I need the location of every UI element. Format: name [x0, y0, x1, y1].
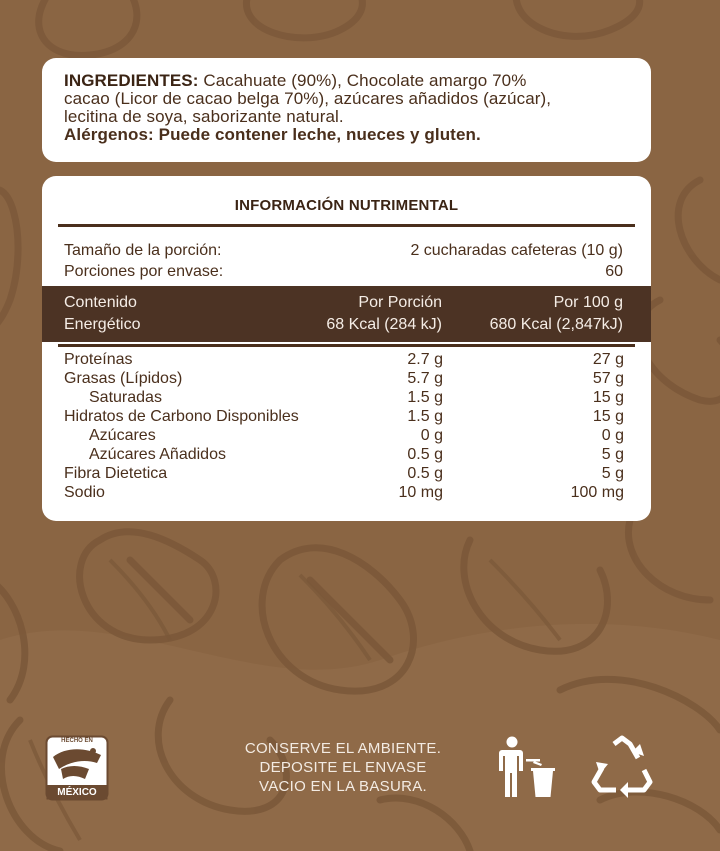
nutrition-facts-card — [42, 176, 651, 521]
ingredients-paragraph — [64, 72, 627, 126]
nutrient-per-serving: 5.7 g — [407, 370, 443, 387]
nutrient-per-serving: 2.7 g — [407, 351, 443, 368]
nutrient-per-100g: 27 g — [592, 351, 624, 368]
energy-label-line2: Energético — [64, 316, 141, 333]
logo-bottom-text: MÉXICO — [57, 787, 97, 798]
nutrient-row — [64, 464, 624, 483]
nutrient-label: Grasas (Lípidos) — [64, 370, 183, 387]
ingredients-heading: INGREDIENTES: — [64, 71, 199, 90]
allergens-text: Puede contener leche, nueces y gluten. — [158, 125, 481, 144]
nutrient-row — [64, 445, 624, 464]
nutrient-per-serving: 1.5 g — [407, 408, 443, 425]
servings-per-container-row — [64, 262, 623, 281]
energy-label-line1: Contenido — [64, 294, 137, 311]
conserve-line: CONSERVE EL AMBIENTE. — [244, 740, 442, 757]
trash-person-icon — [496, 735, 558, 799]
nutrient-row — [64, 426, 624, 445]
energy-per-100g: 680 Kcal (2,847kJ) — [489, 316, 623, 333]
serving-size-row — [64, 241, 623, 260]
energy-divider — [58, 344, 635, 347]
allergens-label: Alérgenos: — [64, 125, 154, 144]
servings-value: 60 — [605, 263, 623, 280]
serving-size-value: 2 cucharadas cafeteras (10 g) — [410, 242, 623, 259]
conserve-environment-text — [213, 739, 473, 796]
nutrient-per-100g: 100 mg — [570, 484, 624, 501]
per-serving-header: Por Porción — [358, 294, 442, 311]
servings-label: Porciones por envase: — [64, 263, 224, 280]
conserve-line: VACIO EN LA BASURA. — [259, 778, 427, 795]
nutrition-title: INFORMACIÓN NUTRIMENTAL — [234, 197, 459, 214]
nutrient-per-100g: 15 g — [592, 408, 624, 425]
conserve-line: DEPOSITE EL ENVASE — [259, 759, 427, 776]
nutrient-label: Saturadas — [89, 389, 162, 406]
nutrient-label: Hidratos de Carbono Disponibles — [64, 408, 299, 425]
nutrient-row — [64, 350, 624, 369]
nutrient-per-serving: 0 g — [420, 427, 443, 444]
nutrient-per-100g: 5 g — [601, 465, 624, 482]
serving-size-label: Tamaño de la porción: — [64, 242, 222, 259]
nutrient-label: Proteínas — [64, 351, 133, 368]
nutrient-per-serving: 0.5 g — [407, 446, 443, 463]
nutrient-per-serving: 1.5 g — [407, 389, 443, 406]
ingredients-line: cacao (Licor de cacao belga 70%), azúcares añadidos (azúcar), — [64, 89, 552, 108]
allergens-line — [64, 126, 627, 144]
nutrient-label: Azúcares — [89, 427, 156, 444]
nutrient-row — [64, 407, 624, 426]
ingredients-line: Cacahuate (90%), Chocolate amargo 70% — [203, 71, 527, 90]
recycle-icon — [588, 734, 656, 800]
nutrient-label: Fibra Dietetica — [64, 465, 168, 482]
nutrient-per-serving: 0.5 g — [407, 465, 443, 482]
nutrient-per-100g: 15 g — [592, 389, 624, 406]
title-divider — [58, 224, 635, 227]
ingredients-line: lecitina de soya, saborizante natural. — [64, 107, 344, 126]
logo-top-text: HECHO EN — [61, 738, 93, 744]
nutrient-per-100g: 57 g — [592, 370, 624, 387]
energy-per-serving: 68 Kcal (284 kJ) — [326, 316, 442, 333]
nutrient-label: Sodio — [64, 484, 105, 501]
per-100g-header: Por 100 g — [553, 294, 623, 311]
nutrient-per-100g: 0 g — [601, 427, 624, 444]
nutrient-row — [64, 388, 624, 407]
nutrient-row — [64, 483, 624, 502]
ingredients-card — [42, 58, 651, 162]
energy-band — [42, 286, 651, 342]
nutrient-label: Azúcares Añadidos — [89, 446, 226, 463]
nutrient-per-100g: 5 g — [601, 446, 624, 463]
nutrient-per-serving: 10 mg — [398, 484, 443, 501]
nutrient-row — [64, 369, 624, 388]
